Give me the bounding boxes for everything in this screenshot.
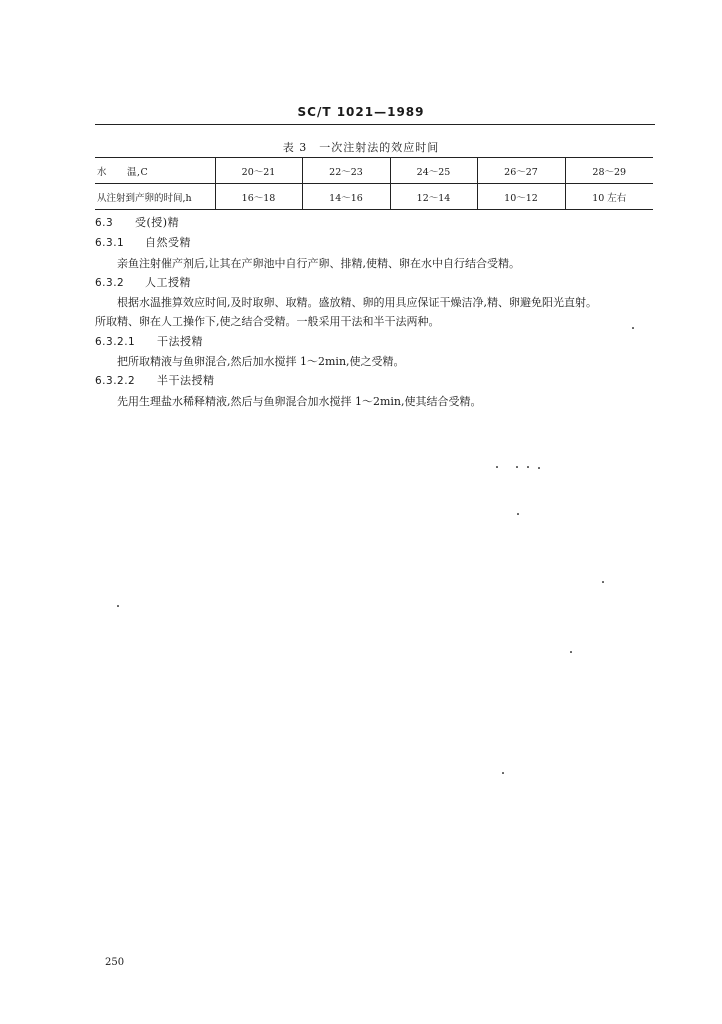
section-title: 半干法授精 bbox=[157, 374, 215, 388]
table-row-water-temperature bbox=[95, 158, 653, 184]
body-text bbox=[95, 213, 665, 411]
table-cell: 28～29 bbox=[565, 158, 653, 184]
scan-speck bbox=[502, 772, 504, 774]
paragraph: 亲鱼注射催产剂后,让其在产卵池中自行产卵、排精,使精、卵在水中自行结合受精。 bbox=[117, 256, 520, 270]
section-title: 干法授精 bbox=[157, 334, 203, 348]
paragraph: 根据水温推算效应时间,及时取卵、取精。盛放精、卵的用具应保证干燥洁净,精、卵避免阳光直射。 bbox=[117, 296, 597, 310]
table-row-label: 从注射到产卵的时间,h bbox=[95, 184, 215, 210]
table-caption: 表 3 一次注射法的效应时间 bbox=[282, 141, 440, 154]
table-cell: 10 左右 bbox=[565, 184, 653, 210]
scan-speck bbox=[516, 466, 518, 468]
section-number: 6.3.2.2 bbox=[95, 375, 136, 388]
table-row-spawn-time bbox=[95, 184, 653, 210]
page-number: 250 bbox=[105, 957, 125, 968]
scan-speck bbox=[632, 327, 634, 329]
paragraph: 把所取精液与鱼卵混合,然后加水搅拌 1～2min,使之受精。 bbox=[117, 355, 405, 369]
section-title: 自然受精 bbox=[145, 236, 191, 250]
scan-speck bbox=[527, 466, 529, 468]
section-heading bbox=[95, 213, 665, 233]
table-cell: 20～21 bbox=[215, 158, 302, 184]
section-title: 人工授精 bbox=[145, 275, 191, 289]
table-cell: 10～12 bbox=[477, 184, 565, 210]
standard-code-header: SC/T 1021—1989 bbox=[297, 105, 425, 119]
table-cell: 24～25 bbox=[390, 158, 477, 184]
table-cell: 14～16 bbox=[302, 184, 390, 210]
effect-time-table bbox=[95, 157, 653, 210]
section-number: 6.3.2.1 bbox=[95, 335, 136, 348]
table-cell: 16～18 bbox=[215, 184, 302, 210]
section-heading bbox=[95, 371, 665, 391]
section-title: 受(授)精 bbox=[135, 216, 180, 229]
table-cell: 22～23 bbox=[302, 158, 390, 184]
table-cell: 26～27 bbox=[477, 158, 565, 184]
section-heading bbox=[95, 273, 665, 293]
table-cell: 12～14 bbox=[390, 184, 477, 210]
section-heading bbox=[95, 233, 665, 253]
scan-speck bbox=[602, 581, 604, 583]
table-row-label: 水 温,C bbox=[95, 158, 215, 184]
section-number: 6.3.1 bbox=[95, 237, 125, 250]
section-number: 6.3 bbox=[95, 217, 114, 229]
scan-speck bbox=[570, 651, 572, 653]
scan-speck bbox=[117, 605, 119, 607]
paragraph: 所取精、卵在人工操作下,使之结合受精。一般采用干法和半干法两种。 bbox=[95, 315, 440, 329]
header-rule bbox=[95, 124, 655, 125]
scan-speck bbox=[496, 466, 498, 468]
scan-speck bbox=[517, 513, 519, 515]
section-heading bbox=[95, 332, 665, 352]
paragraph: 先用生理盐水稀释精液,然后与鱼卵混合加水搅拌 1～2min,使其结合受精。 bbox=[117, 394, 482, 408]
scan-speck bbox=[538, 467, 540, 469]
section-number: 6.3.2 bbox=[95, 276, 125, 289]
